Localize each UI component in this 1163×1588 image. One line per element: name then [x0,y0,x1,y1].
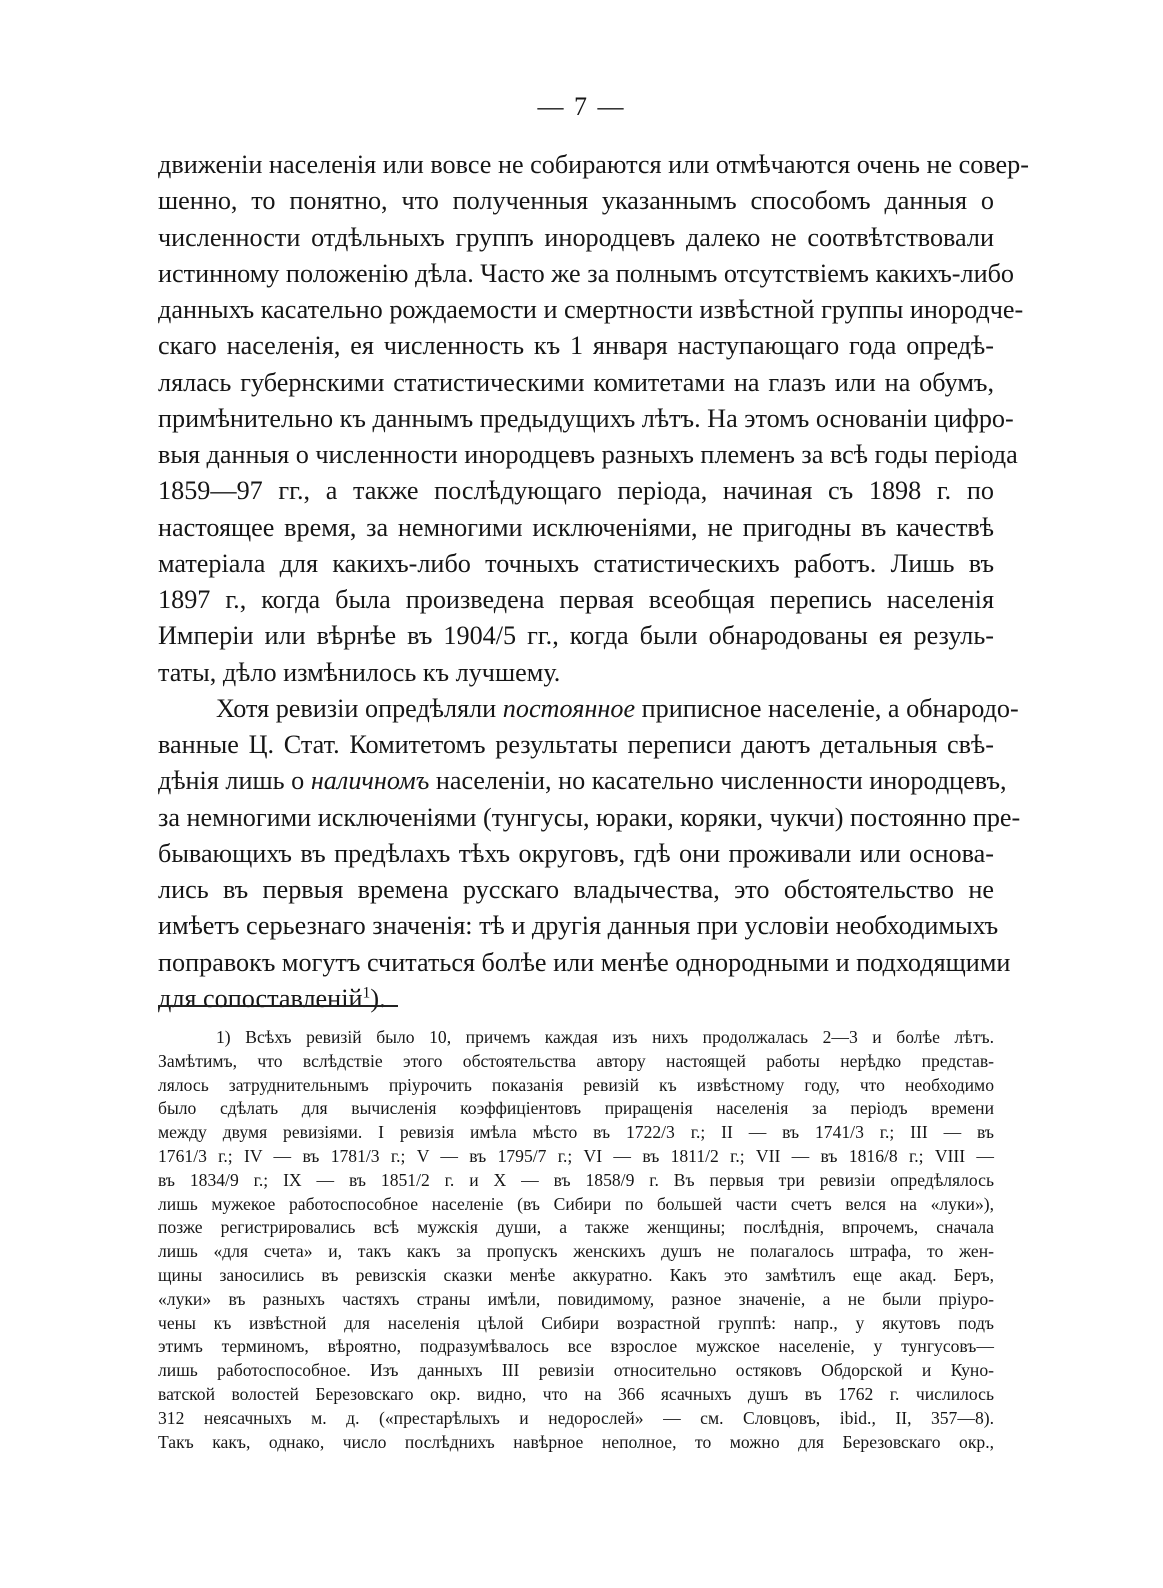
text-line: 1859—97 гг., а также послѣдующаго перiода, начиная съ 1898 г. по [158,476,994,506]
text-line: Имперiи или вѣрнѣе въ 1904/5 гг., когда были обнародованы ея резуль- [158,621,994,651]
text-line: лялась губернскими статистическими комитетами на глазъ или на обумъ, [158,367,994,397]
text-line: истинному положенiю дѣла. Часто же за полнымъ отсутствiемъ какихъ-либо [158,258,1015,288]
text-line: движенiи населенiя или вовсе не собираются или отмѣчаются очень не совер- [158,150,1029,179]
text-run: для сопоставленiй [158,983,363,1013]
text-run: ). [370,983,386,1013]
text-line [158,981,994,1017]
main-text [158,147,1029,1017]
footnote-line: Замѣтимъ, что вслѣдствiе этого обстоятельства автору настоящей работы нерѣдко представ- [158,1050,994,1071]
text-line: выя данныя о численности инородцевъ разныхъ племенъ за всѣ годы перiода [158,440,1018,469]
text-line: лись въ первыя времена русскаго владычества, это обстоятельство не [158,875,994,904]
footnote-line: 312 неясачныхъ м. д. («престарѣлыхъ и недорослей» — см. Словцовъ, ibid., II, 357—8). [158,1407,994,1428]
footnote-line: Такъ какъ, однако, число послѣднихъ навѣрное неполное, то можно для Березовскаго окр., [158,1431,994,1452]
text-run: Хотя ревизiи опредѣляли [216,693,503,723]
footnote-ref[interactable]: 1 [362,984,371,1002]
text-line: 1897 г., когда была произведена первая всеобщая перепись населенiя [158,585,994,614]
text-line [158,691,1019,727]
text-line: бывающихъ въ предѣлахъ тѣхъ округовъ, гдѣ они проживали или основа- [158,838,994,868]
paragraph-1 [158,147,1029,691]
text-line: шенно, то понятно, что полученныя указаннымъ способомъ данныя о [158,186,994,216]
italic-term: постоянное [502,693,636,723]
footnote-line: лялось затруднительнымъ прiурочить показанiя ревизiй къ извѣстному году, что необходимо [158,1074,994,1095]
text-line: скаго населенiя, ея численность къ 1 января наступающаго года опредѣ- [158,331,994,361]
page-number: — 7 — [537,92,626,121]
text-line: за немногими исключенiями (тунгусы, юраки, коряки, чукчи) постоянно пре- [158,802,1021,832]
italic-term: наличномъ [310,766,430,796]
footnote-line: щины заносились въ ревизскiя сказки менѣе аккуратно. Какъ это замѣтилъ еще акад. Беръ, [158,1264,994,1285]
footnote-line: 1) Всѣхъ ревизiй было 10, причемъ каждая изъ нихъ продолжалась 2—3 и болѣе лѣтъ. [216,1027,994,1047]
footnote [158,1026,994,1454]
text-run: дѣнiя лишь о [158,766,311,796]
text-run: населенiи, но касательно численности инородцевъ, [429,766,1007,796]
text-line: имѣетъ серьезнаго значенiя: тѣ и другiя данныя при условiи необходимыхъ [158,911,999,941]
text-line [158,763,1007,799]
footnote-line: было сдѣлать для вычисленiя коэффицiентовъ приращенiя населенiя за перiодъ времени [158,1098,994,1119]
footnote-line: этимъ терминомъ, вѣроятно, подразумѣвалось все взрослое мужское населенiе, у тунгусовъ— [158,1336,994,1357]
footnote-line: лишь «для счета» и, такъ какъ за пропускъ женскихъ душъ не полагалось штрафа, то жен- [158,1241,994,1262]
paragraph-2 [158,691,1021,1017]
text-line: таты, дѣло измѣнилось къ лучшему. [158,657,561,687]
text-line: численности отдѣльныхъ группъ инородцевъ далеко не соотвѣтствовали [158,222,994,252]
text-run: приписное населенiе, а обнародо- [635,693,1019,723]
text-line: данныхъ касательно рождаемости и смертности извѣстной группы инородче- [158,295,1024,324]
footnote-line: лишь работоспособное. Изъ данныхъ III ревизiи относительно остяковъ Обдорской и Куно- [158,1360,994,1381]
footnote-separator [158,1005,398,1007]
footnote-line: чены къ извѣстной для населенiя цѣлой Сибири возрастной группѣ: напр., у якутовъ подъ [158,1312,994,1333]
footnote-line: ватской волостей Березовскаго окр. видно, что на 366 ясачныхъ душъ въ 1762 г. числилось [158,1383,994,1404]
text-line: поправокъ могутъ считаться болѣе или менѣе однородными и подходящими [158,947,1011,977]
footnote-line: въ 1834/9 г.; IX — въ 1851/2 г. и X — въ 1858/9 г. Въ первыя три ревизiи опредѣлялось [158,1169,994,1190]
footnote-line: «луки» въ разныхъ частяхъ страны имѣли, повидимому, разное значенiе, а не были прiуро- [158,1288,994,1309]
footnote-line: между двумя ревизiями. I ревизiя имѣла мѣсто въ 1722/3 г.; II — въ 1741/3 г.; III — въ [158,1122,994,1143]
footnote-line: 1761/3 г.; IV — въ 1781/3 г.; V — въ 1795/7 г.; VI — въ 1811/2 г.; VII — въ 1816/8 г.; VIII — [158,1145,994,1166]
text-line: ванные Ц. Стат. Комитетомъ результаты переписи даютъ детальныя свѣ- [158,730,994,759]
footnote-line: лишь мужекое работоспособное населенiе (въ Сибири по большей части счетъ велся на «луки»), [158,1193,994,1214]
text-line: настоящее время, за немногими исключенiями, не пригодны въ качествѣ [158,512,994,542]
footnote-line: позже регистрировались всѣ мужскiя души, а также женщины; послѣднiя, впрочемъ, сначала [158,1217,994,1238]
text-line: матерiала для какихъ-либо точныхъ статистическихъ работъ. Лишь въ [158,548,994,578]
text-line: примѣнительно къ даннымъ предыдущихъ лѣтъ. На этомъ основанiи цифро- [158,403,1014,433]
